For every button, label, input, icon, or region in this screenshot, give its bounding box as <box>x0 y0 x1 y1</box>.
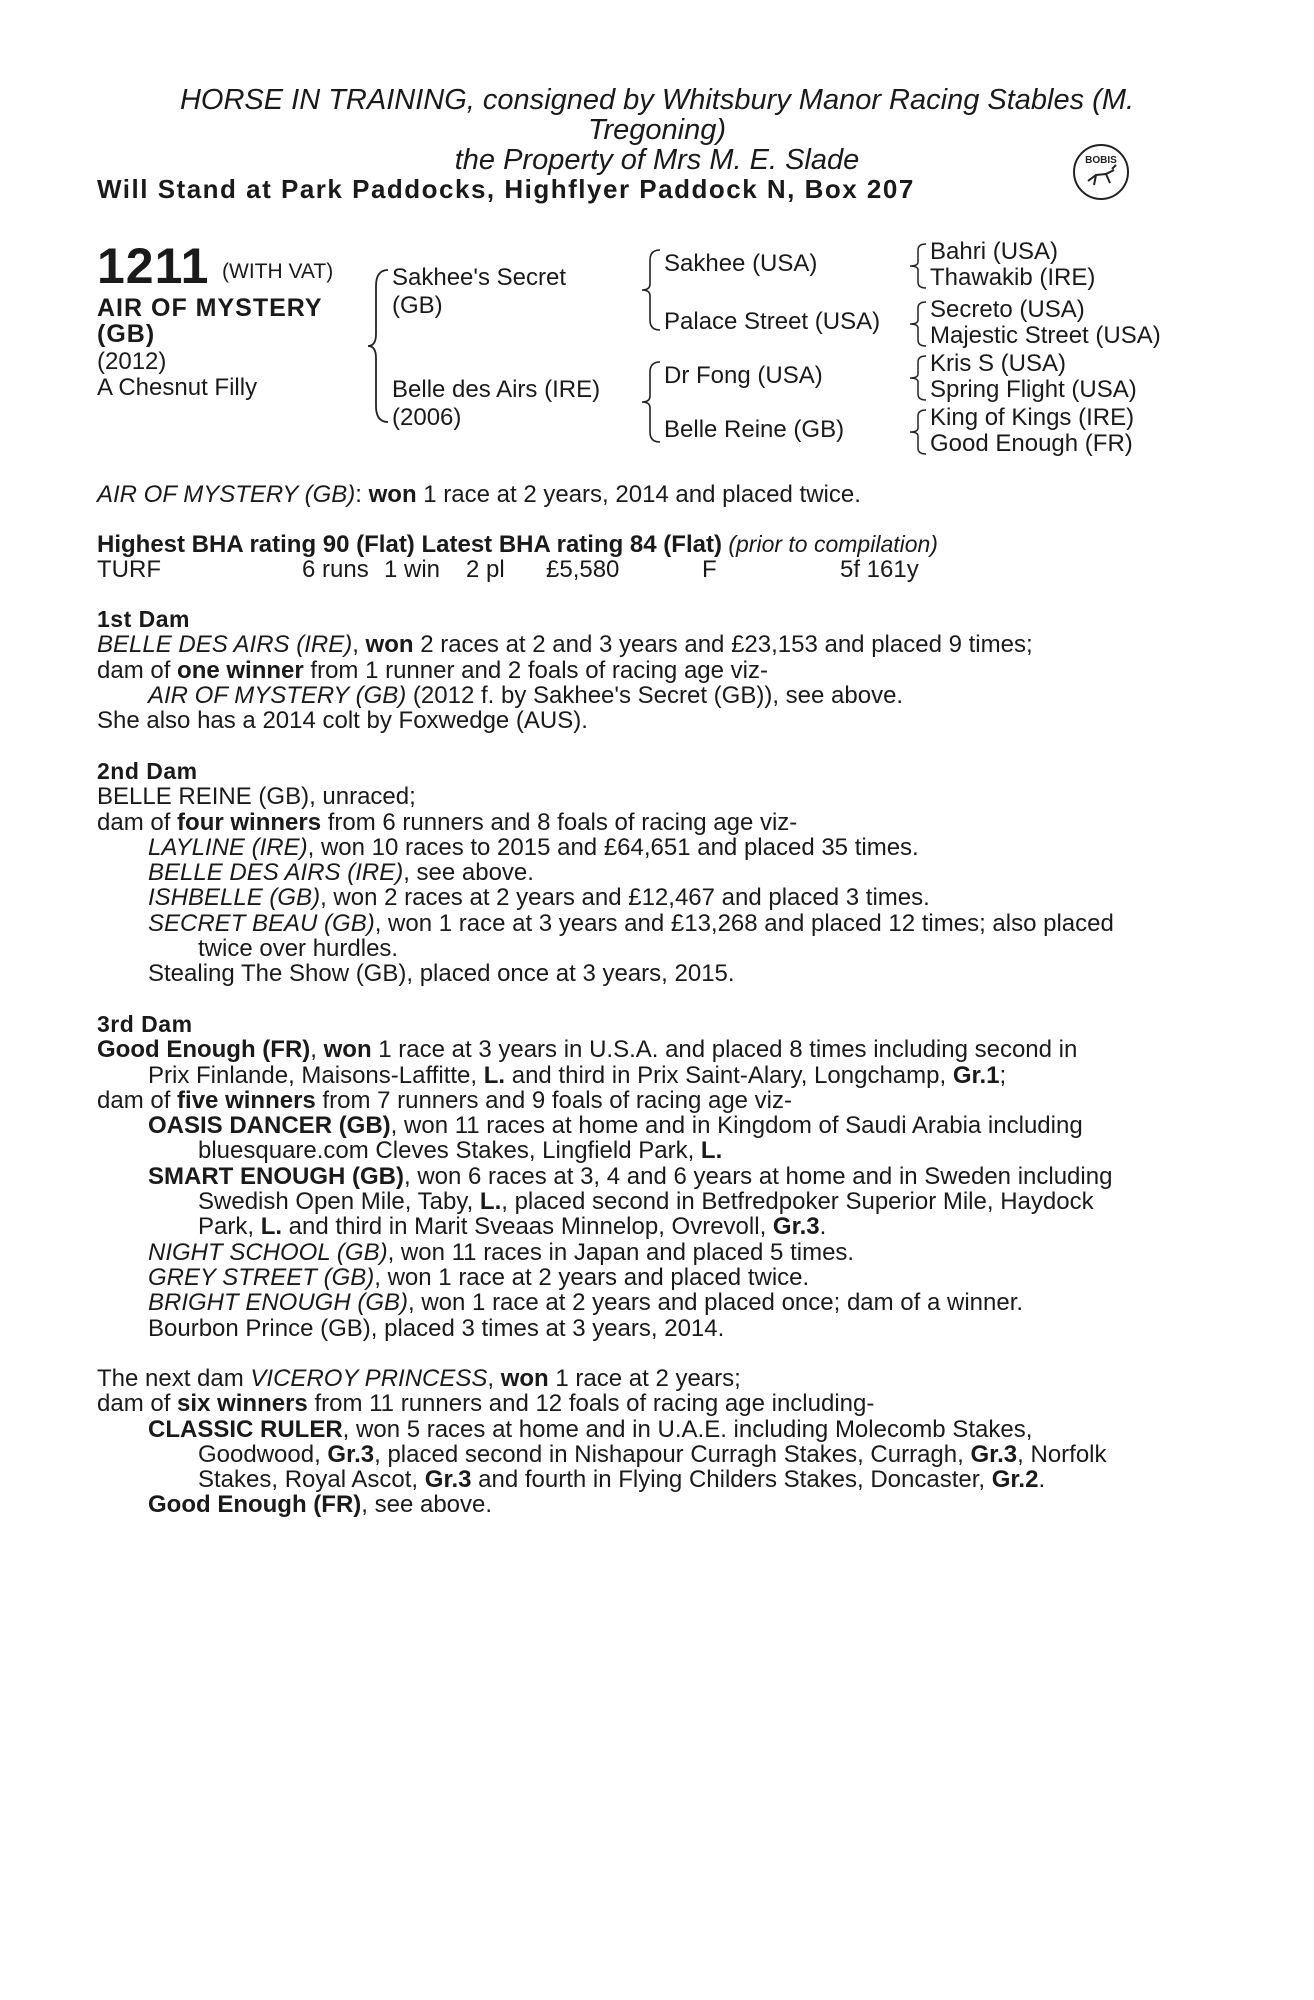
horse-description: A Chesnut Filly <box>97 374 258 401</box>
second-dam-section <box>97 759 1197 987</box>
list-item-continued: Goodwood, Gr.3, placed second in Nishapour Curragh Stakes, Curragh, Gr.3, Norfolk <box>198 1440 1107 1468</box>
list-item: Stealing The Show (GB), placed once at 3 years, 2015. <box>148 960 735 988</box>
ancestor-3: Secreto (USA) <box>930 296 1085 323</box>
bha-rating <box>97 531 938 559</box>
pedigree-main-brace <box>366 264 392 428</box>
lot-number: 1211 <box>97 238 210 294</box>
list-item: BRIGHT ENOUGH (GB), won 1 race at 2 years and placed once; dam of a winner. <box>148 1289 1024 1317</box>
dam-year: (2006) <box>392 404 462 431</box>
horse-name: AIR OF MYSTERY <box>97 294 323 322</box>
ancestor-6: Spring Flight (USA) <box>930 376 1137 403</box>
stat-distance: 5f 161y <box>840 556 919 583</box>
stat-runs: 6 runs <box>302 556 369 583</box>
pedigree-brace-3c <box>904 350 930 406</box>
list-item: BELLE DES AIRS (IRE), see above. <box>148 859 534 887</box>
first-dam-foal: AIR OF MYSTERY (GB) (2012 f. by Sakhee's Secret (GB)), see above. <box>148 681 904 709</box>
grandsire-dam: Dr Fong (USA) <box>664 362 823 389</box>
ancestor-5: Kris S (USA) <box>930 350 1067 377</box>
stat-earnings: £5,580 <box>546 556 620 583</box>
granddam-dam: Belle Reine (GB) <box>664 416 845 443</box>
rating-note: (prior to compilation) <box>721 531 938 557</box>
ancestor-1: Bahri (USA) <box>930 238 1059 265</box>
ancestor-4: Majestic Street (USA) <box>930 322 1161 349</box>
third-dam-section <box>97 1012 1197 1341</box>
ancestor-8: Good Enough (FR) <box>930 430 1133 457</box>
list-item: Bourbon Prince (GB), placed 3 times at 3 years, 2014. <box>148 1314 725 1342</box>
stat-placed: 2 pl <box>466 556 505 583</box>
stand-location: Will Stand at Park Paddocks, Highflyer Paddock N, Box 207 <box>97 174 915 204</box>
granddam-sire: Palace Street (USA) <box>664 308 881 335</box>
bobis-logo-icon <box>1072 143 1130 201</box>
dam-name: Belle des Airs (IRE) <box>392 376 601 403</box>
first-dam-section <box>97 607 1197 733</box>
next-dam-section <box>97 1366 1197 1518</box>
pedigree-brace-sire <box>638 246 664 334</box>
second-dam-produce: dam of four winners from 6 runners and 8 foals of racing age viz- <box>97 808 798 836</box>
third-dam-heading: 3rd Dam <box>97 1011 193 1037</box>
list-item-continued: Stakes, Royal Ascot, Gr.3 and fourth in Flying Childers Stakes, Doncaster, Gr.2. <box>198 1466 1046 1494</box>
list-item-continued: twice over hurdles. <box>198 935 399 963</box>
list-item-continued: bluesquare.com Cleves Stakes, Lingfield Park, L. <box>198 1137 723 1165</box>
sire-name: Sakhee's Secret <box>392 264 567 291</box>
vat-note: (WITH VAT) <box>222 260 334 283</box>
race-summary: AIR OF MYSTERY (GB): won 1 race at 2 years, 2014 and placed twice. <box>97 481 861 508</box>
list-item: OASIS DANCER (GB), won 11 races at home and in Kingdom of Saudi Arabia including <box>148 1112 1083 1140</box>
first-dam-record: BELLE DES AIRS (IRE), won 2 races at 2 and 3 years and £23,153 and placed 9 times; <box>97 631 1033 659</box>
header-line-2: Tregoning) <box>587 114 727 146</box>
list-item: NIGHT SCHOOL (GB), won 11 races in Japan and placed 5 times. <box>148 1238 855 1266</box>
pedigree-brace-3a <box>904 238 930 294</box>
first-dam-note: She also has a 2014 colt by Foxwedge (AUS). <box>97 707 588 735</box>
stat-surface: TURF <box>97 556 161 583</box>
first-dam-heading: 1st Dam <box>97 606 190 632</box>
third-dam-produce: dam of five winners from 7 runners and 9 foals of racing age viz- <box>97 1086 793 1114</box>
first-dam-produce: dam of one winner from 1 runner and 2 foals of racing age viz- <box>97 656 768 684</box>
pedigree-brace-3d <box>904 404 930 460</box>
list-item: LAYLINE (IRE), won 10 races to 2015 and £64,651 and placed 35 times. <box>148 833 919 861</box>
bobis-logo-text: BOBIS <box>1085 155 1117 166</box>
ancestor-7: King of Kings (IRE) <box>930 404 1135 431</box>
summary-horse-name: AIR OF MYSTERY (GB) <box>97 481 356 508</box>
foal-year: (2012) <box>97 348 167 375</box>
list-item: SECRET BEAU (GB), won 1 race at 3 years and £13,268 and placed 12 times; also placed <box>148 909 1114 937</box>
header-line-1: HORSE IN TRAINING, consigned by Whitsbury Manor Racing Stables (M. <box>179 84 1135 116</box>
third-dam-record-continued: Prix Finlande, Maisons-Laffitte, L. and third in Prix Saint-Alary, Longchamp, Gr.1; <box>148 1061 1007 1089</box>
horse-origin: (GB) <box>97 320 156 348</box>
third-dam-record: Good Enough (FR), won 1 race at 3 years in U.S.A. and placed 8 times including second in <box>97 1036 1078 1064</box>
pedigree-brace-dam <box>638 358 664 446</box>
summary-text: 1 race at 2 years, 2014 and placed twice. <box>416 481 861 508</box>
list-item-continued: Park, L. and third in Marit Sveaas Minnelop, Ovrevoll, Gr.3. <box>198 1213 827 1241</box>
list-item: SMART ENOUGH (GB), won 6 races at 3, 4 and 6 years at home and in Sweden including <box>148 1162 1113 1190</box>
second-dam-record: BELLE REINE (GB), unraced; <box>97 783 416 811</box>
stat-wins: 1 win <box>384 556 441 583</box>
list-item: GREY STREET (GB), won 1 race at 2 years and placed twice. <box>148 1263 810 1291</box>
summary-won: won <box>368 481 417 508</box>
list-item: Good Enough (FR), see above. <box>148 1491 493 1519</box>
list-item-continued: Swedish Open Mile, Taby, L., placed second in Betfredpoker Superior Mile, Haydock <box>198 1188 1094 1216</box>
grandsire-sire: Sakhee (USA) <box>664 250 818 277</box>
list-item: ISHBELLE (GB), won 2 races at 2 years and £12,467 and placed 3 times. <box>148 884 930 912</box>
header-line-3: the Property of Mrs M. E. Slade <box>454 144 860 176</box>
stat-going: F <box>702 556 717 583</box>
list-item: CLASSIC RULER, won 5 races at home and in U.A.E. including Molecomb Stakes, <box>148 1415 1033 1443</box>
sire-origin: (GB) <box>392 292 443 319</box>
next-dam-produce: dam of six winners from 11 runners and 12 foals of racing age including- <box>97 1390 875 1418</box>
ancestor-2: Thawakib (IRE) <box>930 264 1096 291</box>
pedigree-brace-3b <box>904 296 930 352</box>
second-dam-heading: 2nd Dam <box>97 758 198 784</box>
next-dam-record: The next dam VICEROY PRINCESS, won 1 race at 2 years; <box>97 1365 741 1392</box>
rating-values: Highest BHA rating 90 (Flat) Latest BHA rating 84 (Flat) <box>97 531 722 558</box>
